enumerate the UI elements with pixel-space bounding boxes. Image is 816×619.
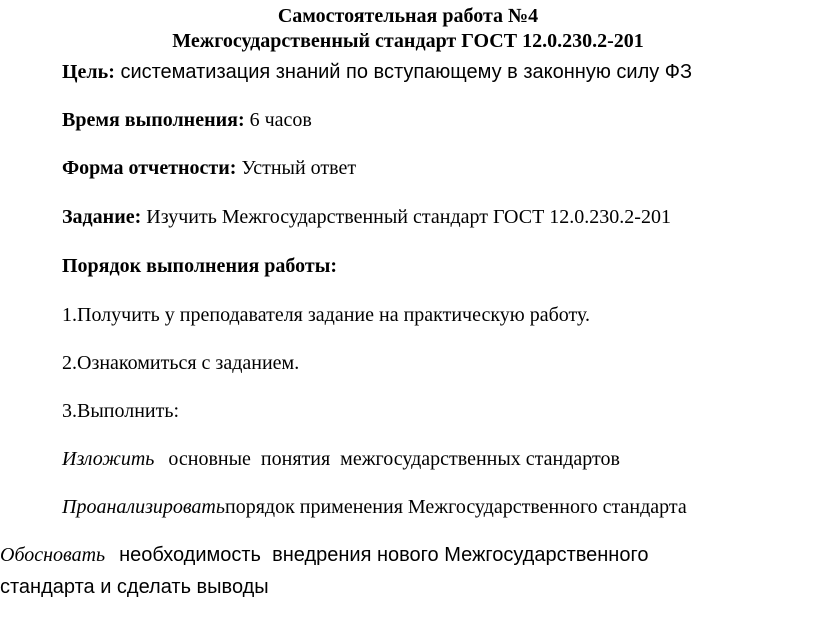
action-verb-3: Обосновать bbox=[0, 544, 106, 566]
time-line bbox=[62, 108, 312, 132]
procedure-step-2: 2.Ознакомиться с заданием. bbox=[62, 352, 300, 374]
action-verb-2: Проанализировать bbox=[62, 496, 225, 518]
procedure-step-3: 3.Выполнить: bbox=[62, 400, 180, 422]
goal-label: Цель: bbox=[62, 61, 115, 83]
task-text: Изучить Межгосударственный стандарт ГОСТ 12.0.230.2-201 bbox=[146, 206, 671, 228]
action-verb-1: Изложить bbox=[62, 448, 155, 470]
procedure-heading: Порядок выполнения работы: bbox=[62, 255, 337, 277]
report-form-line bbox=[62, 156, 356, 180]
task-label: Задание: bbox=[62, 206, 142, 228]
time-text: 6 часов bbox=[249, 109, 312, 131]
task-line bbox=[62, 205, 671, 229]
action-line-1 bbox=[62, 447, 620, 471]
document-title: Самостоятельная работа №4 bbox=[277, 5, 539, 27]
action-text-3: необходимость внедрения нового Межгосударственного bbox=[119, 544, 649, 566]
action-continuation-3: стандарта и сделать выводы bbox=[0, 576, 269, 598]
action-line-3 bbox=[0, 543, 648, 567]
action-text-1: основные понятия межгосударственных стандартов bbox=[168, 448, 620, 470]
document-subtitle: Межгосударственный стандарт ГОСТ 12.0.230.2-201 bbox=[172, 30, 644, 52]
time-label: Время выполнения: bbox=[62, 109, 245, 131]
procedure-step-1: 1.Получить у преподавателя задание на практическую работу. bbox=[62, 304, 590, 326]
goal-text: систематизация знаний по вступающему в законную силу ФЗ bbox=[120, 61, 693, 83]
action-text-2: порядок применения Межгосударственного стандарта bbox=[224, 496, 687, 518]
report-form-label: Форма отчетности: bbox=[62, 157, 237, 179]
goal-line bbox=[62, 60, 692, 84]
report-form-text: Устный ответ bbox=[241, 157, 357, 179]
action-line-2 bbox=[62, 495, 687, 519]
